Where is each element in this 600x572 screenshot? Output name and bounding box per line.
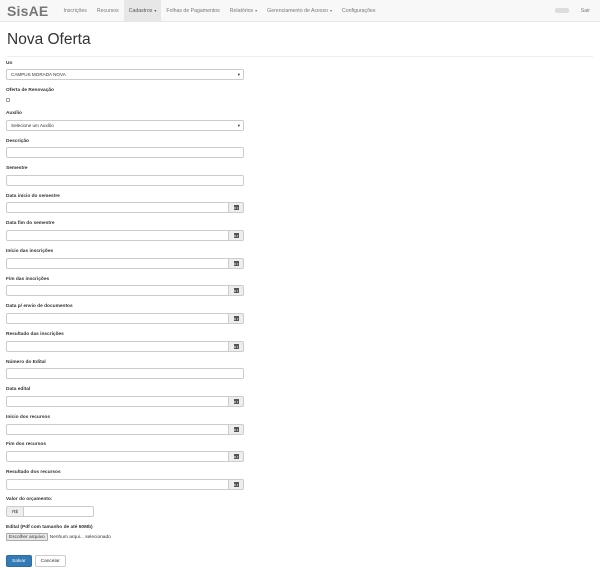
nav-right xyxy=(555,0,590,21)
fim-recursos-field xyxy=(6,451,244,462)
edital-file-label: Edital (Pdf com tamanho de até 50Mb) xyxy=(6,525,93,530)
renovacao-label: Oferta de Renovação xyxy=(6,88,54,93)
data-fim-semestre-label: Data fim do semestre xyxy=(6,221,55,226)
inicio-inscricoes-field xyxy=(6,258,244,269)
nav-label: Configurações xyxy=(342,7,376,14)
auxilio-label: Auxílio xyxy=(6,111,22,116)
user-name-badge[interactable] xyxy=(555,8,569,13)
caret-down-icon: ▾ xyxy=(255,8,258,13)
page-title: Nova Oferta xyxy=(7,31,593,57)
data-inicio-semestre-field xyxy=(6,202,244,213)
cancel-button[interactable]: Cancelar xyxy=(35,555,66,567)
calendar-button[interactable] xyxy=(229,230,244,241)
nav-item-recursos[interactable] xyxy=(92,0,124,21)
fim-recursos-label: Fim dos recursos xyxy=(6,442,46,447)
form-actions xyxy=(6,555,66,567)
inicio-inscricoes-label: Início das inscrições xyxy=(6,249,54,254)
nav-item-relatorios[interactable] xyxy=(225,0,262,21)
calendar-icon xyxy=(234,316,239,321)
resultado-inscricoes-field xyxy=(6,341,244,352)
nav-item-gerenciamento[interactable] xyxy=(262,0,337,21)
nav-label: Gerenciamento de Acesso xyxy=(267,7,328,14)
caret-down-icon: ▾ xyxy=(330,8,333,13)
calendar-button[interactable] xyxy=(229,202,244,213)
calendar-icon xyxy=(234,399,239,404)
uo-value: CAMPUS MORADA NOVA xyxy=(11,72,66,77)
data-edital-label: Data edital xyxy=(6,387,31,392)
resultado-inscricoes-label: Resultado das inscrições xyxy=(6,332,64,337)
calendar-button[interactable] xyxy=(229,285,244,296)
calendar-button[interactable] xyxy=(229,396,244,407)
inicio-recursos-input[interactable] xyxy=(6,424,229,435)
uo-label: Uo xyxy=(6,61,13,66)
data-edital-field xyxy=(6,396,244,407)
data-inicio-semestre-input[interactable] xyxy=(6,202,229,213)
valor-orcamento-label: Valor do orçamento: xyxy=(6,497,53,502)
numero-edital-label: Número do Edital xyxy=(6,360,46,365)
inicio-inscricoes-input[interactable] xyxy=(6,258,229,269)
calendar-icon xyxy=(234,427,239,432)
choose-file-button[interactable]: Escolher arquivo xyxy=(6,533,48,541)
valor-orcamento-field xyxy=(6,506,94,517)
calendar-icon xyxy=(234,454,239,459)
inicio-recursos-label: Início dos recursos xyxy=(6,415,50,420)
logout-link[interactable]: Sair xyxy=(580,7,590,14)
data-fim-semestre-input[interactable] xyxy=(6,230,229,241)
auxilio-select[interactable] xyxy=(6,120,244,131)
calendar-icon xyxy=(234,482,239,487)
valor-orcamento-input[interactable] xyxy=(23,506,94,517)
nav-label: Folhas de Pagamentos xyxy=(166,7,220,14)
descricao-label: Descrição xyxy=(6,139,29,144)
save-button[interactable]: Salvar xyxy=(6,555,32,567)
nav-item-folhas[interactable] xyxy=(161,0,224,21)
calendar-button[interactable] xyxy=(229,479,244,490)
data-envio-documentos-input[interactable] xyxy=(6,313,229,324)
main-nav xyxy=(58,0,380,21)
numero-edital-input[interactable] xyxy=(6,368,244,379)
top-navbar xyxy=(0,0,600,22)
resultado-recursos-label: Resultado dos recursos xyxy=(6,470,61,475)
calendar-icon xyxy=(234,344,239,349)
main-content xyxy=(0,31,600,57)
descricao-input[interactable] xyxy=(6,147,244,158)
data-envio-documentos-label: Data p/ envio de documentos xyxy=(6,304,73,309)
calendar-icon xyxy=(234,261,239,266)
calendar-button[interactable] xyxy=(229,341,244,352)
fim-inscricoes-label: Fim das inscrições xyxy=(6,277,50,282)
currency-prefix: R$ xyxy=(6,506,23,517)
calendar-icon xyxy=(234,205,239,210)
calendar-button[interactable] xyxy=(229,313,244,324)
resultado-inscricoes-input[interactable] xyxy=(6,341,229,352)
nav-label: Inscrições xyxy=(63,7,87,14)
file-status: Nenhum arqui... selecionado xyxy=(49,534,111,540)
caret-down-icon: ▾ xyxy=(154,8,157,13)
resultado-recursos-input[interactable] xyxy=(6,479,229,490)
caret-down-icon: ▾ xyxy=(237,123,240,128)
fim-inscricoes-input[interactable] xyxy=(6,285,229,296)
data-edital-input[interactable] xyxy=(6,396,229,407)
nav-item-inscricoes[interactable] xyxy=(58,0,91,21)
renovacao-checkbox[interactable] xyxy=(6,98,10,102)
fim-inscricoes-field xyxy=(6,285,244,296)
fim-recursos-input[interactable] xyxy=(6,451,229,462)
calendar-icon xyxy=(234,288,239,293)
resultado-recursos-field xyxy=(6,479,244,490)
calendar-icon xyxy=(234,233,239,238)
calendar-button[interactable] xyxy=(229,258,244,269)
calendar-button[interactable] xyxy=(229,424,244,435)
brand-logo[interactable]: SisAE xyxy=(7,2,49,19)
data-envio-documentos-field xyxy=(6,313,244,324)
calendar-button[interactable] xyxy=(229,451,244,462)
caret-down-icon: ▾ xyxy=(237,72,240,77)
auxilio-value: Selecione um Auxílio xyxy=(11,123,54,128)
nav-item-cadastros[interactable] xyxy=(124,0,162,21)
uo-select[interactable] xyxy=(6,69,244,80)
nav-label: Recursos xyxy=(96,7,119,14)
semestre-label: Semestre xyxy=(6,166,28,171)
semestre-input[interactable] xyxy=(6,175,244,186)
inicio-recursos-field xyxy=(6,424,244,435)
edital-file-input xyxy=(6,533,111,541)
data-inicio-semestre-label: Data início do semestre xyxy=(6,194,60,199)
data-fim-semestre-field xyxy=(6,230,244,241)
nav-label: Cadastros xyxy=(128,7,153,14)
nav-label: Relatórios xyxy=(229,7,254,14)
nav-item-configuracoes[interactable] xyxy=(337,0,380,21)
